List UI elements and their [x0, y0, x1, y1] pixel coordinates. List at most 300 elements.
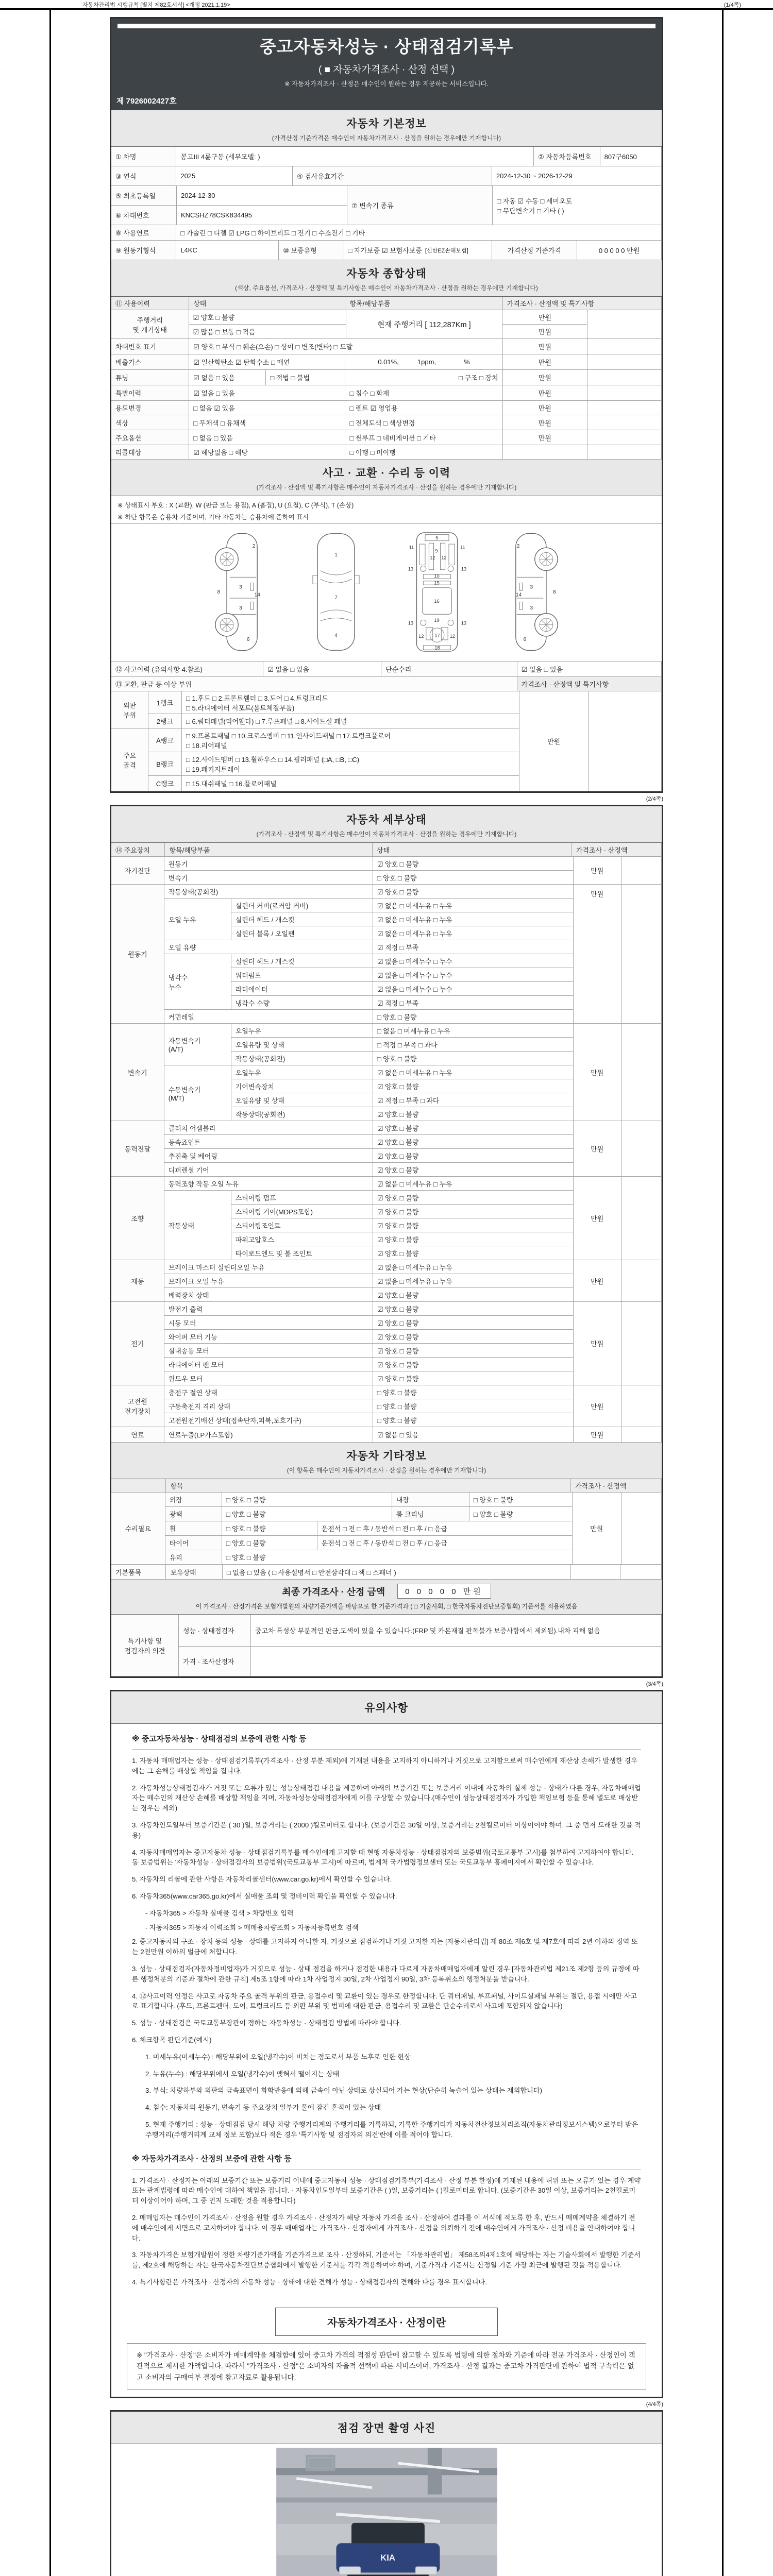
- col-header: 항목/해당부품: [345, 297, 502, 310]
- panel-number: 2: [252, 544, 256, 550]
- item-label: 타이로드엔드 및 볼 조인트: [231, 1246, 373, 1260]
- special-history-options: ☑ 없음 □ 있음: [189, 385, 345, 401]
- panel-number: 5: [435, 535, 439, 540]
- price-survey-box-text: ※ "가격조사 · 산정"은 소비자가 매매계약을 체결함에 있어 중고차 가격의 적절성 판단에 참고할 수 있도록 법령에 의한 절차와 기준에 따라 전문 가격조사 · 산정인이 객관적으로 제시한 가액입니다. 따라서 "가격조사 · 산정"은 소비자의 자율적 선택에 따른 서비스이며, 가격조사 · 산정 결과는 중고차 가격판단에 관하여 법적 구속력은 없고 소비자의 구매여부 결정에 참고자료로 활용됩니다.: [127, 2343, 646, 2390]
- row-label: 용도변경: [111, 401, 189, 415]
- state-options: □ 적정 □ 부족 □ 과다: [373, 1038, 574, 1052]
- group-self-diagnosis: [111, 857, 662, 885]
- rank-label: C랭크: [148, 776, 182, 791]
- item-label: 라디에이터: [231, 982, 373, 996]
- state-options: □ 양호 □ 불량: [373, 871, 574, 885]
- price-unit: 만원: [574, 1260, 621, 1302]
- state-options: □ 양호 □ 불량: [373, 1052, 574, 1065]
- state-options: □ 양호 □ 불량: [222, 1493, 392, 1507]
- special-kind-options: □ 침수 □ 화재: [345, 385, 502, 401]
- etc-subtitle: (이 항목은 매수인이 자동차가격조사 · 산정을 원하는 경우에만 기재합니다): [287, 1467, 486, 1474]
- panel-number: 6: [523, 637, 527, 643]
- price-unit: 만원: [574, 1427, 621, 1443]
- item-label: 윈도우 모터: [164, 1371, 373, 1385]
- notice-item: 6. 자동차365(www.car365.go.kr)에서 실매물 조회 및 정비이력 확인을 확인할 수 있습니다.: [132, 1892, 397, 1900]
- panel-number: 12: [441, 555, 447, 561]
- rank-label: A랭크: [148, 728, 182, 752]
- recall-options: ☑ 해당없음 □ 해당: [189, 445, 345, 460]
- final-price-note: 이 가격조사 · 산정가격은 보험개발원의 차량기준가액을 바탕으로 한 기준가격과 ( □ 기술사회, □ 한국자동차진단보증협회) 기준서를 적용하였음: [195, 1603, 578, 1610]
- rankC-items: □ 15.대쉬패널 □ 16.플로어패널: [182, 776, 519, 791]
- mileage-state-options: ☑ 양호 □ 불량: [189, 310, 346, 325]
- col-header: 상태: [189, 297, 345, 310]
- state-options: ☑ 없음 □ 미세누수 □ 누수: [373, 968, 574, 982]
- item-label: 브레이크 마스터 실린더오일 누유: [164, 1260, 373, 1274]
- col-header: 항목/해당부품: [165, 843, 373, 857]
- document-header: [111, 19, 662, 110]
- remark-cell: [587, 339, 662, 354]
- state-options: ☑ 양호 □ 불량: [373, 1316, 574, 1330]
- remark-cell: [621, 1024, 662, 1121]
- remark-cell: [587, 370, 662, 385]
- state-options: ☑ 양호 □ 불량: [373, 1107, 574, 1121]
- warranty-options-text: □ 자가보증 ☑ 보험사보증: [348, 247, 422, 255]
- remark-cell: [587, 310, 662, 339]
- price-survey-select: ( ■ 자동차가격조사 · 산정 선택 ): [318, 64, 455, 75]
- field-label: 가격산정 기준가격: [492, 241, 577, 260]
- detail-band: [111, 806, 662, 843]
- tuning-kind-options: □ 구조 □ 장치: [345, 370, 502, 385]
- transmission-options-line2: □ 무단변속기 □ 기타 ( ): [497, 207, 564, 215]
- group-label: 변속기: [111, 1024, 164, 1121]
- state-options: □ 양호 □ 불량: [469, 1493, 573, 1507]
- state-options: □ 양호 □ 불량: [222, 1521, 317, 1536]
- item-label: 배력장치 상태: [164, 1288, 373, 1302]
- row-label: 차대번호 표기: [111, 339, 189, 354]
- notice-item: 4. ⑫사고이력 인정은 사고로 자동차 주요 골격 부위의 판금, 용접수리 및 교환이 있는 경우로 한정합니다. 단 쿼터패널, 루프패널, 사이드실패널 부위는 절단, 용접 시에만 사고로 표기합니다. (후드, 프론트펜더, 도어, 트렁크리드 등 외판 부위 및 범퍼에 대한 판금, 용접수리 및 교환은 단순수리로서 사고에 포함되지 않습니다): [132, 1992, 637, 2010]
- panel-number: 13: [408, 620, 414, 626]
- notice-item: 2. 매매업자는 매수인이 가격조사 · 산정을 원할 경우 가격조사 · 산정자가 해당 자동차 가격을 조사 · 산정하여 결과를 이 서식에 적도록 한 후, 반드시 매매계약을 체결하기 전에 매수인에게 서면으로 고지하여야 합니다. 이 경우 매매업자는 가격조사 · 산정자에게 가격조사 · 산정을 의뢰하기 전에 매수인에게 가격조사 · 산정 비용을 안내하여야 합니다.: [132, 2213, 635, 2242]
- item-label: 룸 크리닝: [392, 1507, 469, 1521]
- item-label: 디퍼렌셜 기어: [164, 1163, 373, 1177]
- panel-number: 7: [334, 595, 338, 601]
- notice-band: [111, 1691, 662, 1724]
- item-label: 스티어링조인트: [231, 1218, 373, 1232]
- item-label: 작동상태(공회전): [231, 1107, 373, 1121]
- main-option-kind-options: □ 썬루프 □ 네비게이션 □ 기타: [345, 430, 502, 445]
- sub-group-label: 오일 누유: [164, 899, 231, 940]
- detail-subtitle: (가격조사 · 산정액 및 특기사항은 매수인이 자동차가격조사 · 산정을 원하는 경우에만 기재합니다): [256, 831, 517, 838]
- price-unit: 만원: [503, 354, 587, 370]
- panel-number: 3: [530, 605, 533, 612]
- panel-number: 12: [449, 634, 456, 639]
- group-fuel: [111, 1427, 662, 1443]
- basic-info-title: 자동차 기본정보: [346, 118, 427, 130]
- col-header: 가격조사 · 산정액: [572, 843, 662, 857]
- simple-repair-options: ☑ 없음 □ 있음: [517, 662, 662, 677]
- notice-subitem: - 자동차365 > 자동차 실매물 검색 > 차량번호 입력: [145, 1909, 294, 1917]
- group-high-voltage: [111, 1385, 662, 1427]
- state-options: ☑ 양호 □ 불량: [373, 1205, 574, 1218]
- notice-sec3-title: ※ 자동차가격조사 · 산정의 보증에 관한 사항 등: [132, 2147, 641, 2170]
- tire-position-options: 운전석 □ 전 □ 후 / 동반석 □ 전 □ 후 / □ 응급: [317, 1536, 573, 1550]
- row-label: 색상: [111, 415, 189, 430]
- item-label: 스티어링 기어(MDPS포함): [231, 1205, 373, 1218]
- state-options: ☑ 양호 □ 불량: [373, 1232, 574, 1246]
- state-options: ☑ 양호 □ 불량: [373, 1079, 574, 1093]
- state-options: ☑ 적정 □ 부족: [373, 996, 574, 1010]
- rank-label: B랭크: [148, 752, 182, 776]
- item-label: 추진축 및 베어링: [164, 1149, 373, 1163]
- block-page2: [110, 805, 663, 1678]
- item-label: 시동 모터: [164, 1316, 373, 1330]
- wheel-position-options: 운전석 □ 전 □ 후 / 동반석 □ 전 □ 후 / □ 응급: [317, 1521, 573, 1536]
- state-options: ☑ 양호 □ 불량: [373, 1121, 574, 1135]
- item-label: 유리: [165, 1550, 222, 1565]
- inspection-period-value: 2024-12-30 ~ 2026-12-29: [492, 166, 662, 186]
- price-unit: 만원: [502, 325, 587, 339]
- main-option-options: □ 없음 □ 있음: [189, 430, 345, 445]
- notice-subitem: 2. 누유(누수) : 해당부위에서 오일(냉각수)이 맺혀서 떨어지는 상태: [145, 2070, 340, 2078]
- item-label: 오일누유: [231, 1024, 373, 1038]
- notice-item: 5. 성능 · 상태점검은 국토교통부장관이 정하는 자동차성능 · 상태점검 방법에 따라야 합니다.: [132, 2019, 401, 2027]
- page-marker-2: (2/4쪽): [646, 796, 663, 802]
- notice-item: 3. 자동차가격은 보험개발원이 정한 차량기준가액을 기준가격으로 조사 · 산정하되, 기준서는 「자동차관리법」 제58조의4제1호에 해당하는 자는 기술사회에서 발행한 기준서를, 제2호에 해당하는 자는 한국자동차진단보증협회에서 발행한 기준서를 각각 적용하여야 하며, 기준가격과 기준서는 산정일 기준 가장 최근에 발행된 것을 적용합니다.: [132, 2251, 641, 2269]
- notice-item: 3. 자동차인도일부터 보증기간은 ( 30 )일, 보증거리는 ( 2000 )킬로미터로 합니다. (보증기간은 30일 이상, 보증거리는 2천킬로미터 이상이어야 하며, 그 중 먼저 도래한 것을 적용): [132, 1821, 641, 1839]
- field-label: ⑥ 차대번호: [111, 206, 177, 225]
- panel-number: 4: [334, 633, 338, 639]
- group-label: 고전원 전기장치: [111, 1385, 164, 1427]
- field-label: ⑦ 변속기 종류: [347, 186, 493, 225]
- panel-number: 8: [217, 589, 221, 595]
- remark-cell: [621, 1177, 662, 1260]
- panel-number: 12: [430, 555, 435, 561]
- accident-band: [111, 460, 662, 496]
- overall-state-table: [111, 297, 662, 460]
- remark-cell: [587, 430, 662, 445]
- notice-item: 1. 자동차 매매업자는 성능 · 상태점검기록부(가격조사 · 산정 부분 제외)에 기재된 내용을 고지하지 아니하거나 거짓으로 고지함으로써 매수인에게 재산상 손해가 발생한 경우에는 그 손해를 배상할 책임을 집니다.: [132, 1757, 637, 1775]
- col-header: 상태: [373, 843, 572, 857]
- panel-number: 12: [418, 634, 424, 639]
- rankB-items: [182, 752, 519, 776]
- panel-number: 6: [246, 637, 250, 643]
- price-unit: 만원: [574, 1121, 621, 1177]
- row-label: 특별이력: [111, 385, 189, 401]
- field-label: ① 차명: [111, 147, 176, 166]
- panel-number: 1: [334, 552, 338, 558]
- emission-options: ☑ 일산화탄소 ☑ 탄화수소 □ 매연: [189, 354, 345, 370]
- item-label: 커먼레일: [164, 1010, 373, 1024]
- panel-number: 10: [434, 573, 440, 579]
- item-label: 변속기: [164, 871, 373, 885]
- header-white-bar: [117, 24, 656, 28]
- panel-number: 2: [516, 544, 520, 550]
- item-label: 발전기 출력: [164, 1302, 373, 1316]
- state-options: ☑ 양호 □ 불량: [373, 1358, 574, 1371]
- panel-number: 14: [515, 592, 522, 598]
- item-label: 타이어: [165, 1536, 222, 1550]
- notice-item: 2. 자동차성능상태점검자가 거짓 또는 오류가 있는 성능상태점검 내용을 제공하여 아래의 보증기간 또는 보증거리 이내에 자동차의 실제 성능 · 상태가 다른 경우, 자동차매매업자는 매수인의 재산상 손해를 배상할 책임을 지며, 자동차성능상태점검자에게 이를 구상할 수 있습니다.(매수인이 성능상태점검자가 가입한 책임보험 등을 통해 별도로 배상받는 경우는 제외): [132, 1784, 641, 1812]
- panel-number: 13: [461, 620, 467, 626]
- price-col-header: 가격조사 · 산정액 및 특기사항: [517, 677, 662, 691]
- remark-cell: [621, 857, 662, 885]
- item-label: 고전원전기배선 상태(접속단자,피복,보호기구): [164, 1413, 373, 1427]
- recall-kind-options: □ 이행 □ 미이행: [345, 445, 502, 460]
- row-label: 주요옵션: [111, 430, 189, 445]
- state-options: ☑ 양호 □ 불량: [373, 1218, 574, 1232]
- page-top-strip: [0, 0, 773, 10]
- document-title: 중고자동차성능 · 상태점검기록부: [259, 37, 514, 56]
- item-label: 내장: [392, 1493, 469, 1507]
- item-label: 광택: [165, 1507, 222, 1521]
- panel-rank-table: [111, 691, 662, 791]
- item-label: 냉각수 수량: [231, 996, 373, 1010]
- group-label: 동력전달: [111, 1121, 164, 1177]
- year-value: 2025: [176, 166, 293, 186]
- state-options: ☑ 양호 □ 불량: [373, 1246, 574, 1260]
- rank-label: 1랭크: [148, 691, 182, 714]
- group-engine: [111, 885, 662, 1024]
- vin-value: KNCSHZ78CSK834495: [177, 206, 347, 225]
- notice-item: 6. 체크항목 판단기준(예시): [132, 2036, 212, 2044]
- sub-group-label: 자동변속기 (A/T): [164, 1024, 231, 1065]
- warranty-insurer: [신한EZ손해보험]: [425, 247, 468, 254]
- basic-items-options: □ 없음 □ 있음 ( □ 사용설명서 □ 안전삼각대 □ 잭 □ 스패너 ): [223, 1565, 571, 1580]
- row-label: 보유상태: [166, 1565, 222, 1580]
- base-vehicle-note: ※ 하단 항목은 승용차 기준이며, 기타 자동차는 승용차에 준하여 표시: [117, 514, 309, 521]
- state-options: ☑ 양호 □ 불량: [373, 1371, 574, 1385]
- item-label: 스티어링 펌프: [231, 1191, 373, 1205]
- rankA-items: [182, 728, 519, 752]
- inspector-remarks: [111, 1615, 662, 1676]
- state-options: ☑ 없음 □ 미세누유 □ 누유: [373, 926, 574, 940]
- group-repair-needed: [111, 1493, 662, 1565]
- state-options: ☑ 없음 □ 미세누유 □ 누유: [373, 899, 574, 912]
- main-frame-label: 주요 골격: [111, 728, 148, 791]
- price-unit: 만원: [503, 385, 587, 401]
- color-options: □ 무채색 □ 유채색: [189, 415, 345, 430]
- item-label: 외장: [165, 1493, 222, 1507]
- item-label: 등속죠인트: [164, 1135, 373, 1149]
- basic-info-subtitle: (가격산정 기준가격은 매수인이 자동차가격조사 · 산정을 원하는 경우에만 기재합니다): [272, 134, 501, 142]
- row-label: 튜닝: [111, 370, 189, 385]
- rankA-items-line1: □ 9.프론트패널 □ 10.크로스멤버 □ 11.인사이드패널 □ 17.트렁크플로어: [186, 732, 391, 740]
- remark-cell: [621, 1260, 662, 1302]
- inspection-photo-front-row: [111, 2444, 662, 2576]
- notice-subitem: 3. 부식: 차량하부와 외판의 금속표면이 화학반응에 의해 금속이 아닌 상태로 상실되어 가는 현상(단순히 녹슬어 있는 상태는 제외합니다): [145, 2087, 542, 2095]
- item-label: 오일누유: [231, 1065, 373, 1079]
- col-header: 가격조사 · 산정액: [571, 1479, 662, 1493]
- inspection-photo-front: [275, 2448, 499, 2576]
- col-header: ⑭ 주요장치: [111, 843, 165, 857]
- remark-cell: [621, 1121, 662, 1177]
- notice-body: [111, 1724, 662, 2299]
- col-header: 항목: [166, 1479, 570, 1493]
- notice-subitem: 1. 미세누유(미세누수) : 해당부위에 오일(냉각수)이 비치는 정도로서 부품 노후로 인한 현상: [145, 2053, 411, 2061]
- notice-subitem: 5. 현재 주행거리 : 성능 · 상태점검 당시 해당 차량 주행거리계의 주행거리를 기록하되, 기록한 주행거리가 자동차전산정보처리조직(자동차관리정보시스템)으로부터 받은 주행거리(주행거리계 교체 정보 포함)보다 적은 경우 '특기사항 및 점검자의 의견'란에 이를 적어야 합니다.: [145, 2120, 638, 2139]
- price-cell-empty: [503, 445, 587, 460]
- row-label: 주행거리 및 계기상태: [111, 310, 189, 339]
- item-label: 충전구 절연 상태: [164, 1385, 373, 1399]
- row-label: 리콜대상: [111, 445, 189, 460]
- field-label: ③ 연식: [111, 166, 176, 186]
- group-powertrain: [111, 1121, 662, 1177]
- rankA-items-line2: □ 18.리어패널: [186, 741, 227, 750]
- item-label: 실린더 블록 / 오일팬: [231, 926, 373, 940]
- price-unit: 만원: [574, 885, 621, 1024]
- state-options: ☑ 없음 □ 미세누수 □ 누수: [373, 954, 574, 968]
- state-options: □ 양호 □ 불량: [222, 1507, 392, 1521]
- outer-panel-label: 외판 부위: [111, 691, 148, 728]
- state-options: ☑ 없음 □ 미세누유 □ 누유: [373, 912, 574, 926]
- state-options: ☑ 양호 □ 불량: [373, 1191, 574, 1205]
- item-label: 라디에이터 팬 모터: [164, 1358, 373, 1371]
- notice-sec1-title: ※ 중고자동차성능 · 상태점검의 보증에 관한 사항 등: [132, 1727, 641, 1750]
- item-label: 동력조향 작동 오일 누유: [164, 1177, 373, 1191]
- item-label: 오일유량 및 상태: [231, 1093, 373, 1107]
- engine-type-value: L4KC: [176, 241, 279, 260]
- appraiser-opinion: [251, 1647, 662, 1676]
- panel-number: 18: [434, 645, 440, 651]
- price-survey-box-title: 자동차가격조사 · 산정이란: [275, 2308, 498, 2336]
- price-unit: 만원: [574, 1024, 621, 1121]
- remark-cell: [587, 385, 662, 401]
- item-label: 오일유량 및 상태: [231, 1038, 373, 1052]
- panel-number: 15: [434, 580, 440, 586]
- transmission-options: [493, 186, 662, 225]
- transmission-options-line1: □ 자동 ☑ 수동 □ 세미오토: [497, 197, 573, 205]
- group-label: 제동: [111, 1260, 164, 1302]
- exchange-section-label: ⑬ 교환, 판금 등 이상 부위: [111, 677, 517, 691]
- page-marker-3: (3/4쪽): [646, 1681, 663, 1687]
- field-label: ⑤ 최초등록일: [111, 186, 177, 206]
- service-note: ※ 자동차가격조사 · 산정은 매수인이 원하는 경우 제공하는 서비스입니다.: [284, 80, 489, 88]
- item-label: 워터펌프: [231, 968, 373, 982]
- rank1-items-line1: □ 1.후드 □ 2.프론트휀더 □ 3.도어 □ 4.트렁크리드: [186, 694, 328, 702]
- remark-cell: [587, 354, 662, 370]
- state-options: ☑ 양호 □ 불량: [373, 857, 574, 871]
- price-unit: 만원: [503, 401, 587, 415]
- state-options: ☑ 양호 □ 불량: [373, 885, 574, 899]
- state-options: □ 양호 □ 불량: [469, 1507, 573, 1521]
- remark-cell: [587, 415, 662, 430]
- price-unit: 만원: [574, 857, 621, 885]
- overall-state-band: [111, 260, 662, 297]
- use-change-kind-options: □ 렌트 ☑ 영업용: [345, 401, 502, 415]
- item-label: 연료누출(LP가스포함): [164, 1427, 373, 1443]
- group-transmission: [111, 1024, 662, 1121]
- field-label: ④ 검사유효기간: [293, 166, 492, 186]
- price-unit: 만원: [519, 691, 589, 791]
- remark-cell: [589, 691, 662, 791]
- item-label: 클러치 어셈블리: [164, 1121, 373, 1135]
- block-page3: [110, 1690, 663, 2398]
- remark-cell: [621, 1427, 662, 1443]
- item-label: 실린더 커버(로커암 커버): [231, 899, 373, 912]
- remark-cell: [587, 445, 662, 460]
- price-unit: 만원: [503, 339, 587, 354]
- tuning-legal-options: □ 적법 □ 불법: [266, 370, 345, 385]
- price-cell-empty: [571, 1565, 621, 1580]
- basic-info-band: [111, 110, 662, 147]
- panel-number: 11: [460, 545, 465, 550]
- kia-logo: KIA: [380, 2553, 395, 2563]
- car-diagram-top: [300, 528, 372, 656]
- car-diagram-area: [111, 524, 662, 662]
- price-unit: 만원: [502, 310, 587, 325]
- item-label: 브레이크 오일 누유: [164, 1274, 373, 1288]
- notice-item: 3. 성능 · 상태점검자(자동차정비업자)가 거짓으로 성능 · 상태 점검을 하거나 점검한 내용과 다르게 자동차매매업자에게 알린 경우 [자동차관리법 제21조 제2항 등의 규정에 따른 행정처분의 기준과 절차에 관한 규칙] 제5조 1항에 따라 1차 사업정지 30일, 2차 사업정지 90일, 3차 등록취소의 행정처분을 받습니다.: [132, 1964, 640, 1983]
- current-mileage: 현재 주행거리 [ 112,287Km ]: [346, 310, 503, 339]
- notice-subitem: 4. 침수: 자동차의 원동기, 변속기 등 주요장치 일부가 물에 잠긴 흔적이 있는 상태: [145, 2104, 381, 2112]
- row-label: 기본품목: [111, 1565, 166, 1580]
- state-options: ☑ 없음 □ 미세누유 □ 누유: [373, 1274, 574, 1288]
- car-diagram-underbody: [401, 528, 473, 656]
- page-marker-1: (1/4쪽): [724, 2, 741, 8]
- rankB-items-line1: □ 12.사이드멤버 □ 13.휠하우스 □ 14.필러패널 (□A, □B, □C): [186, 755, 360, 764]
- state-options: ☑ 양호 □ 불량: [373, 1163, 574, 1177]
- rank1-items: [182, 691, 519, 714]
- price-unit: 만원: [503, 430, 587, 445]
- price-unit: 만원: [574, 1385, 621, 1427]
- state-options: □ 양호 □ 불량: [373, 1010, 574, 1024]
- rank-label: 2랭크: [148, 714, 182, 728]
- page-marker-4: (4/4쪽): [646, 2401, 663, 2408]
- use-change-options: □ 없음 ☑ 있음: [189, 401, 345, 415]
- rank1-items-line2: □ 5.라디에이터 서포트(볼트체결부품): [186, 704, 295, 712]
- group-label: 수리필요: [111, 1493, 165, 1565]
- remark-cell: [620, 1565, 662, 1580]
- item-label: 오일 유량: [164, 940, 373, 954]
- sub-group-label: 냉각수 누수: [164, 954, 231, 1010]
- simple-repair-label: 단순수리: [381, 662, 517, 677]
- car-diagram-left-side: [209, 528, 271, 656]
- group-label: 자기진단: [111, 857, 164, 885]
- accident-history-label: ⑫ 사고이력 (유의사항 4.참조): [111, 662, 263, 677]
- item-label: 실린더 헤드 / 개스킷: [231, 912, 373, 926]
- accident-notes: [111, 496, 662, 524]
- state-options: □ 양호 □ 불량: [373, 1399, 574, 1413]
- group-electric: [111, 1302, 662, 1385]
- overall-state-subtitle: (색상, 주요옵션, 가격조사 · 산정액 및 특기사항은 매수인이 자동차가격조사 · 산정을 원하는 경우에만 기재합니다): [235, 284, 538, 292]
- state-options: □ 양호 □ 불량: [222, 1536, 317, 1550]
- accident-subtitle: (가격조사 · 산정액 및 특기사항은 매수인이 자동차가격조사 · 산정을 원하는 경우에만 기재합니다): [256, 484, 517, 491]
- col-header: ⑪ 사용이력: [111, 297, 189, 310]
- item-label: 파워고압호스: [231, 1232, 373, 1246]
- col-header: 가격조사 · 산정액 및 특기사항: [503, 297, 662, 310]
- state-options: ☑ 양호 □ 불량: [373, 1330, 574, 1344]
- state-options: ☑ 없음 □ 미세누유 □ 누유: [373, 1065, 574, 1079]
- accident-title: 사고 · 교환 · 수리 등 이력: [322, 467, 451, 479]
- state-options: ☑ 적정 □ 부족 □ 과다: [373, 1093, 574, 1107]
- rankB-items-line2: □ 19.패키지트레이: [186, 765, 240, 773]
- state-options: □ 양호 □ 불량: [222, 1550, 573, 1565]
- state-options: ☑ 양호 □ 불량: [373, 1135, 574, 1149]
- col-header-empty: [111, 1479, 166, 1493]
- remark-cell: [621, 1302, 662, 1385]
- notice-item: 4. 자동차매매업자는 중고자동차 성능 · 상태점검기록부를 매수인에게 고지할 때 현행 자동차성능 · 상태점검자의 보증범위(국토교통부 고시)를 첨부하여 고지하여야 합니다. 동 보증범위는 '자동차성능 · 상태점검자의 보증범위'(국토교통부 고시)에 따르며, 법제처 국가법령정보센터 또는 국토교통부 홈페이지에서 확인할 수 있습니다.: [132, 1848, 634, 1867]
- state-options: ☑ 없음 □ 미세누수 □ 누수: [373, 982, 574, 996]
- state-options: ☑ 양호 □ 불량: [373, 1288, 574, 1302]
- vin-mark-options: ☑ 양호 □ 부식 □ 훼손(오손) □ 상이 □ 변조(변타) □ 도말: [189, 339, 502, 354]
- state-options: □ 양호 □ 불량: [373, 1413, 574, 1427]
- panel-number: 14: [254, 592, 260, 598]
- base-price-value: 0 0 0 0 0 만원: [577, 241, 662, 260]
- detail-title: 자동차 세부상태: [346, 814, 427, 826]
- sub-group-label: 작동상태: [164, 1191, 231, 1260]
- state-options: ☑ 없음 □ 미세누유 □ 누유: [373, 1177, 574, 1191]
- remark-cell: [621, 1385, 662, 1427]
- row-label: 배출가스: [111, 354, 189, 370]
- notice-title: 유의사항: [364, 1702, 409, 1714]
- state-options: □ 없음 □ 미세누유 □ 누유: [373, 1024, 574, 1038]
- accident-history-options: ☑ 없음 □ 있음: [263, 662, 381, 677]
- group-label: 조향: [111, 1177, 164, 1260]
